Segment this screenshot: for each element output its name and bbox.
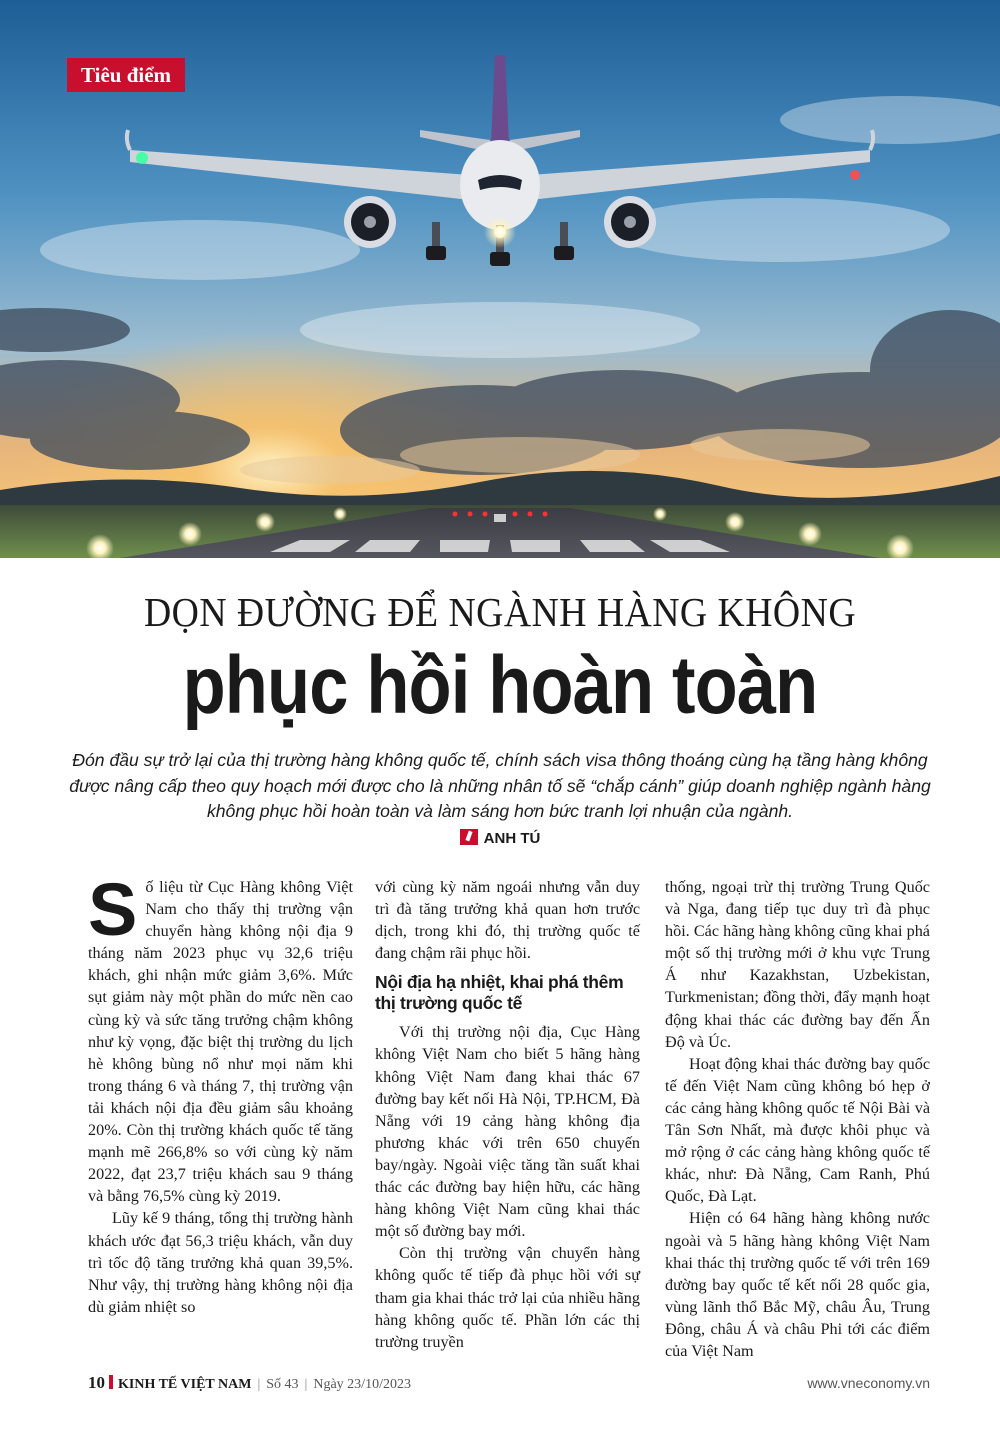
paragraph: với cùng kỳ năm ngoái nhưng vẫn duy trì đà tăng trưởng khả quan hơn trước dịch, trong khi đó, thị trường quốc tế đang chậm rãi phục hồi. bbox=[375, 878, 640, 963]
page-footer bbox=[88, 1373, 930, 1393]
subheading: Nội địa hạ nhiệt, khai phá thêm thị trường quốc tế bbox=[375, 972, 624, 1014]
lead-paragraph: Đón đầu sự trở lại của thị trường hàng không quốc tế, chính sách visa thông thoáng cùng hạ tầng hàng không được nâng cấp theo quy hoạch mới được cho là những nhân tố sẽ “chắp cánh” giúp doanh nghiệp ngành hàng không phục hồi hoàn toàn và làm sáng hơn bức tranh lợi nhuận của ngành. bbox=[69, 750, 931, 821]
paragraph: Với thị trường nội địa, Cục Hàng không Việt Nam cho biết 5 hãng hàng không Việt Nam đang khai thác 67 đường bay kết nối Hà Nội, TP.HCM, Đà Nẵng với 19 cảng hàng không địa phương khác với trên 650 chuyến bay/ngày. Ngoài việc tăng tần suất khai thác các đường bay hiện hữu, các hãng hàng không Việt Nam cũng khai thác một số đường bay mới. bbox=[375, 1023, 640, 1241]
article-column-2 bbox=[375, 876, 640, 1353]
pen-icon bbox=[460, 829, 478, 845]
issue-date: Ngày 23/10/2023 bbox=[313, 1377, 411, 1392]
paragraph: Hiện có 64 hãng hàng không nước ngoài và 5 hãng hàng không Việt Nam khai thác thị trường quốc tế với trên 169 đường bay quốc tế kết nối 28 quốc gia, vùng lãnh thổ Bắc Mỹ, châu Âu, Trung Đông, châu Á và châu Phi tới các điểm của Việt Nam bbox=[665, 1209, 930, 1360]
byline bbox=[0, 829, 1000, 849]
divider: | bbox=[257, 1377, 261, 1392]
paragraph: thống, ngoại trừ thị trường Trung Quốc và Nga, đang tiếp tục duy trì đà phục hồi. Các hãng hàng không cũng khai phá một số thị trường mới ở khu vực Trung Á như Kazakhstan, Uzbekistan, Turkmenistan; đồng thời, đẩy mạnh hoạt động khai thác các đường bay đến Ấn Độ và Úc. bbox=[665, 878, 930, 1051]
paragraph: Còn thị trường vận chuyển hàng không quốc tế tiếp đà phục hồi với sự tham gia khai thác trở lại của nhiều hãng hàng không quốc tế. Phần lớn các thị trường truyền bbox=[375, 1244, 640, 1351]
drop-cap: S bbox=[88, 868, 138, 951]
article-column-3 bbox=[665, 876, 930, 1362]
headline-top: DỌN ĐƯỜNG ĐỂ NGÀNH HÀNG KHÔNG bbox=[143, 589, 857, 635]
paragraph: Số liệu từ Cục Hàng không Việt Nam cho thấy thị trường vận chuyển hàng không nội địa 9 tháng năm 2023 phục vụ 32,6 triệu khách, ghi nhận mức giảm 3,6%. Mức sụt giảm này một phần do mức nền cao cùng kỳ và sức tăng trưởng chậm không như kỳ vọng, đặc biệt thị trường du lịch hè không bùng nổ như mọi năm khi trong tháng 6 và tháng 7, thị trường vận tải khách nội địa đều giảm sâu khoảng 20%. Còn thị trường khách quốc tế tăng mạnh mẽ 266,8% so với cùng kỳ năm 2022, đạt 23,7 triệu khách sau 9 tháng và bằng 76,5% cùng kỳ 2019. bbox=[88, 868, 353, 1206]
hero-photo bbox=[0, 0, 1000, 558]
author-name: ANH TÚ bbox=[483, 830, 541, 847]
article-column-1 bbox=[88, 868, 353, 1318]
paragraph: Hoạt động khai thác đường bay quốc tế đến Việt Nam cũng không bó hẹp ở các cảng hàng không quốc tế Nội Bài và Tân Sơn Nhất, mà được khôi phục và mở rộng ở các cảng hàng không quốc tế khác, như: Đà Nẵng, Cam Ranh, Phú Quốc, Đà Lạt. bbox=[665, 1054, 930, 1206]
website-link[interactable]: www.vneconomy.vn bbox=[807, 1375, 930, 1391]
paragraph: Lũy kế 9 tháng, tổng thị trường hành khách ước đạt 56,3 triệu khách, vẫn duy trì tốc độ tăng trưởng khả quan 39,5%. Như vậy, thị trường hàng không nội địa dù giảm nhiệt so bbox=[88, 1209, 353, 1316]
divider: | bbox=[304, 1377, 308, 1392]
headline-main: phục hồi hoàn toàn bbox=[182, 640, 818, 731]
magazine-name: KINH TẾ VIỆT NAM bbox=[118, 1377, 252, 1392]
divider bbox=[109, 1375, 113, 1389]
issue-number: Số 43 bbox=[266, 1377, 299, 1392]
section-tag: Tiêu điểm bbox=[67, 58, 185, 92]
page-number: 10 bbox=[88, 1373, 105, 1392]
